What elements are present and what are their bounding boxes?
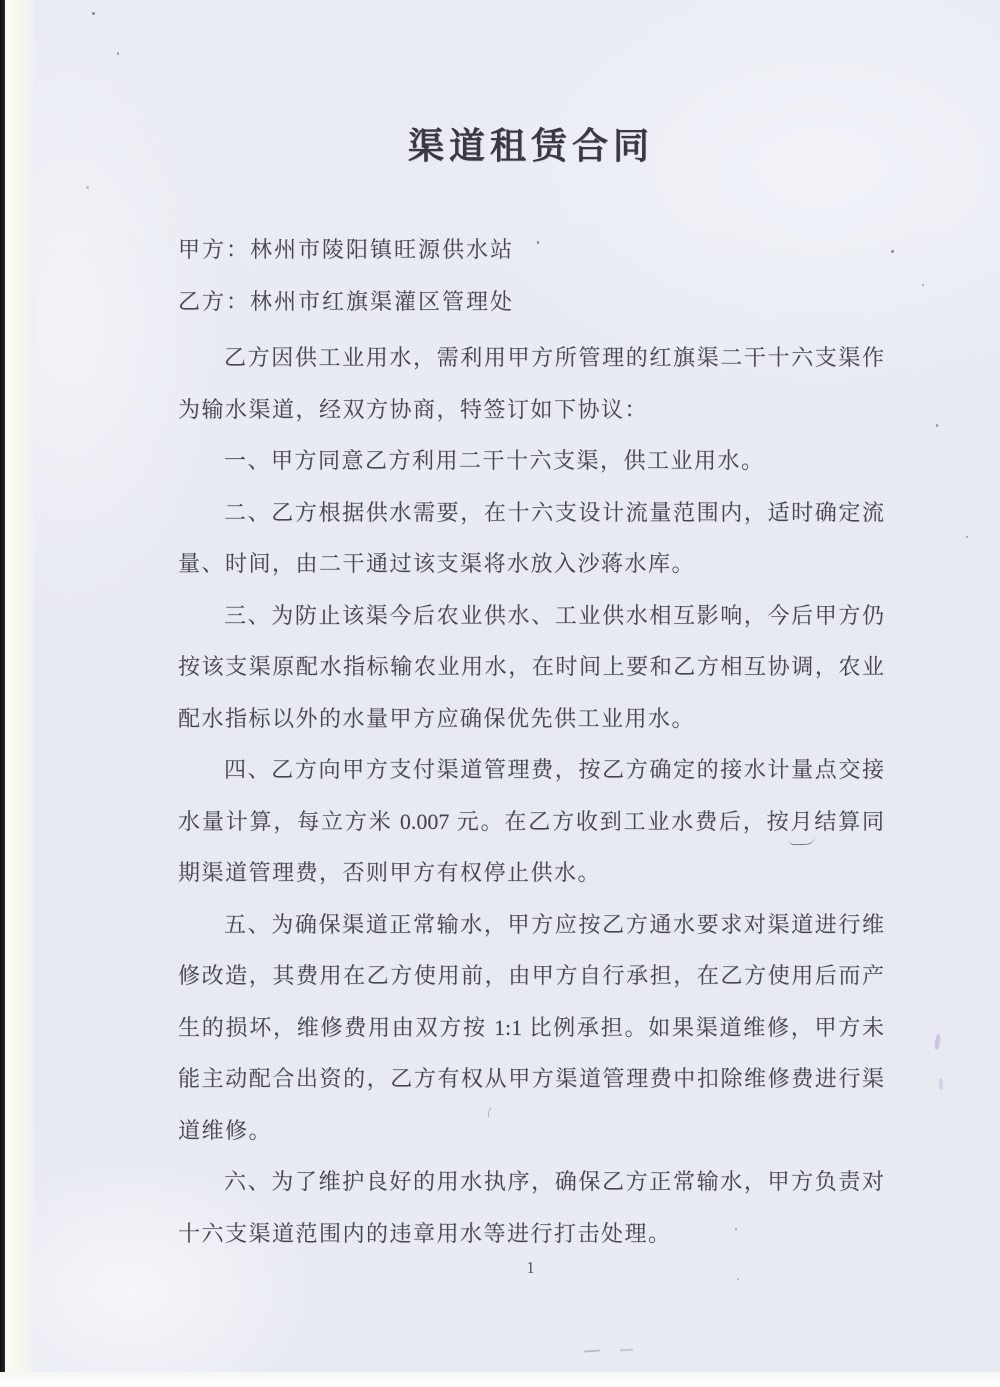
scan-edge-dark-strip [0,0,5,1387]
page-number: 1 [526,1258,536,1277]
party-b-line: 乙方：林州市红旗渠灌区管理处 [178,288,515,314]
scan-speck [737,1278,739,1280]
scan-smudge [584,1349,600,1352]
contract-line: 为输水渠道，经双方协商，特签订如下协议： [178,396,649,422]
contract-line: 一、甲方同意乙方利用二干十六支渠，供工业用水。 [224,448,765,473]
contract-line: 四、乙方向甲方支付渠道管理费，按乙方确定的接水计量点交接 [224,757,884,782]
contract-body [178,224,884,1259]
scan-smudge [620,1349,633,1352]
contract-line: 三、为防止该渠今后农业供水、工业供水相互影响，今后甲方仍 [224,602,884,628]
line-text-after-underline: 结算同 [812,808,884,834]
party-a-line: 甲方：林州市陵阳镇旺源供水站 [178,237,515,262]
line-text-before-underline: 水量计算，每立方米 0.007 元。在乙方收到工业水费后，按 [178,808,791,834]
scan-speck [936,424,938,427]
document-title: 渠道租赁合同 [407,126,654,166]
contract-line: 量、时间，由二干通过该支渠将水放入沙蒋水库。 [178,551,696,576]
contract-line: 六、为了维护良好的用水执序，确保乙方正常输水，甲方负责对 [224,1169,884,1194]
scan-smudge [939,1078,944,1090]
scan-smudge [934,1034,941,1051]
scan-speck [735,1228,737,1230]
scan-speck [966,536,968,538]
contract-line: 二、乙方根据供水需要，在十六支设计流量范围内，适时确定流 [224,499,884,525]
contract-line: 乙方因供工业用水，需利用甲方所管理的红旗渠二干十六支渠作 [224,345,884,370]
scan-speck [86,186,89,189]
contract-line: 配水指标以外的水量甲方应确保优先供工业用水。 [178,705,696,731]
handwritten-underline-char: 月 [790,796,812,848]
scan-edge-light-strip [5,0,34,1387]
scan-speck [891,250,894,253]
contract-line: 期渠道管理费，否则甲方有权停止供水。 [178,860,602,885]
scan-speck [117,52,119,55]
scan-speck [537,241,539,244]
contract-line: 能主动配合出资的，乙方有权从甲方渠道管理费中扣除维修费进行渠 [178,1066,884,1091]
contract-line: 修改造，其费用在乙方使用前，由甲方自行承担，在乙方使用后而产 [178,963,884,988]
contract-line: 道维修。 [178,1117,273,1143]
scan-speck [92,12,95,15]
scan-speck [922,284,924,286]
contract-line: 按该支渠原配水指标输农业用水，在时间上要和乙方相互协调，农业 [178,654,884,679]
scan-edge-bottom-strip [0,1372,1000,1387]
contract-line [178,796,884,848]
contract-line: 生的损坏，维修费用由双方按 1:1 比例承担。如果渠道维修，甲方未 [178,1014,884,1040]
contract-line: 十六支渠道范围内的违章用水等进行打击处理。 [178,1220,672,1246]
contract-line: 五、为确保渠道正常输水，甲方应按乙方通水要求对渠道进行维 [224,911,884,937]
